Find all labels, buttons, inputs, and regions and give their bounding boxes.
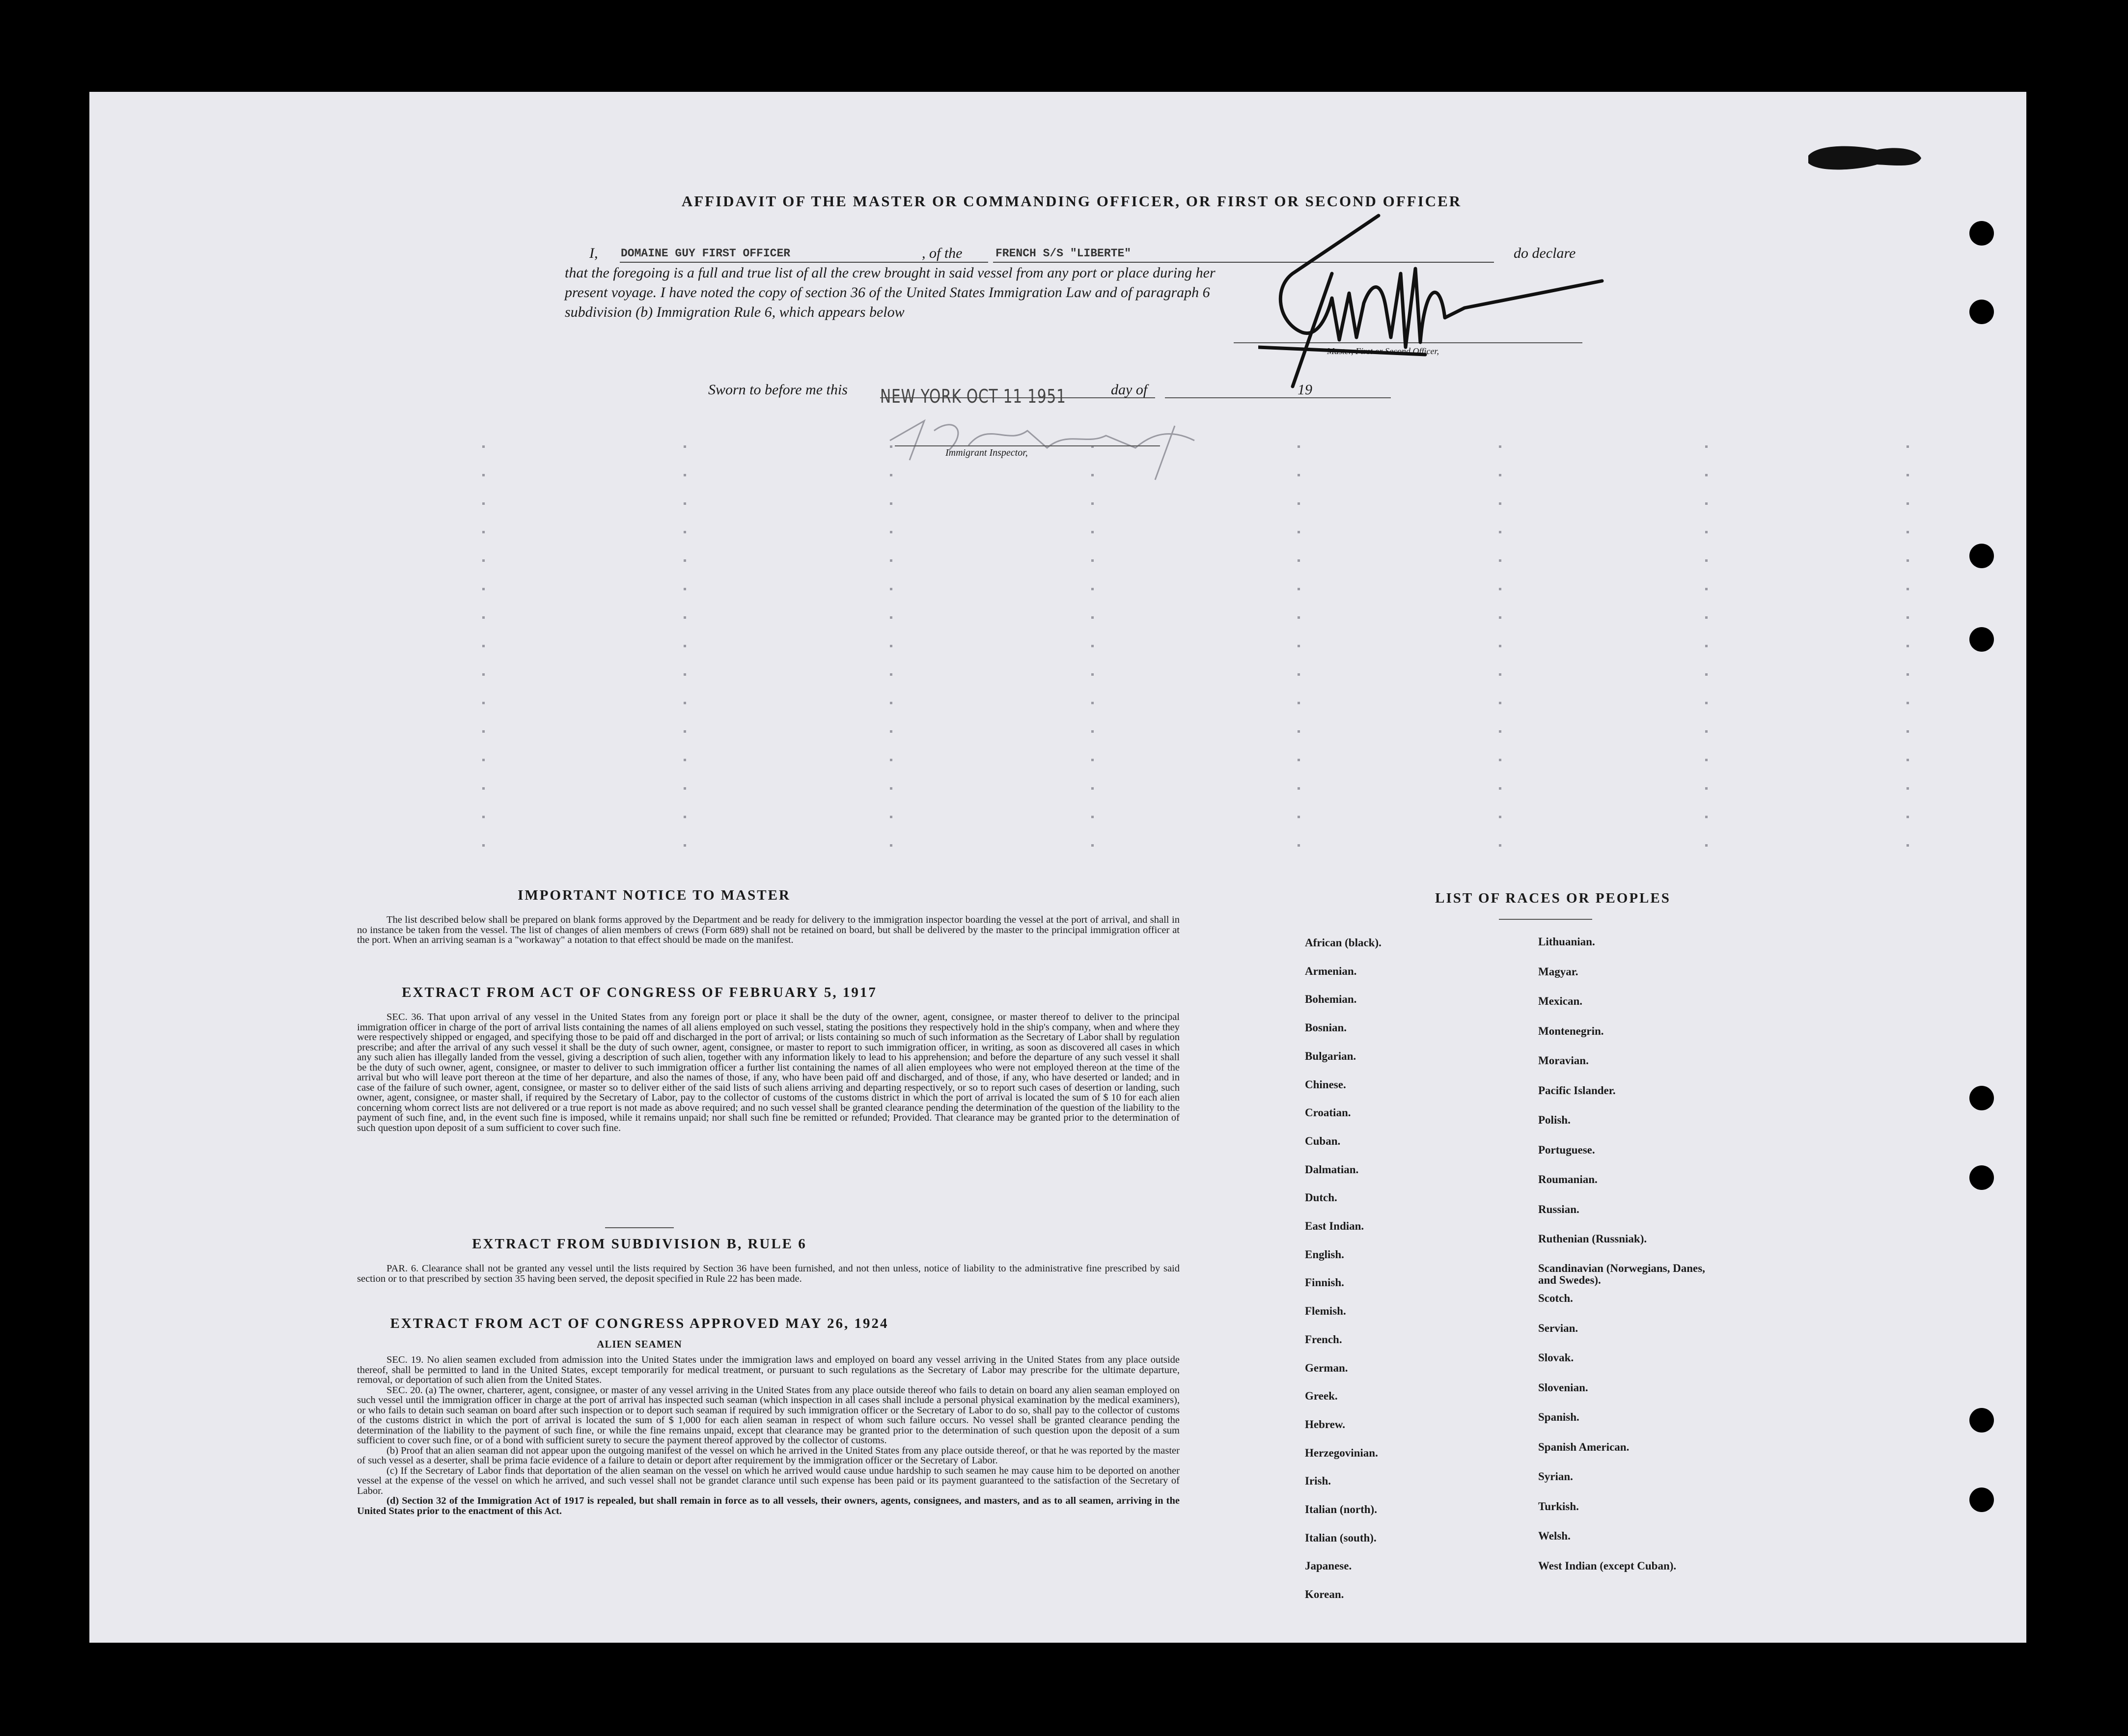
bleed-dot [684,531,686,533]
ink-blot [1798,141,1926,180]
bleed-dot [1705,588,1708,590]
race-entry: Roumanian. [1538,1173,1598,1185]
bleed-dot [1091,816,1094,818]
race-entry: Syrian. [1538,1470,1573,1483]
bleed-dot [1907,502,1909,505]
bleed-dot [1907,616,1909,619]
race-entry: Flemish. [1305,1305,1346,1318]
bleed-dot [482,502,485,505]
bleed-dot [1499,531,1501,533]
month-line [1165,397,1391,398]
bleed-dot [482,759,485,761]
sec-20b-text: (b) Proof that an alien seaman did not appear upon the outgoing manifest of the vessel on which he arrived in the United States from any place outside thereof, or that he was reported by the master of such vessel as a deserter, shall be prima facie evidence of a failure to detain or deport after requirement by the immigration officer or the Secretary of Labor. [357,1445,1180,1466]
bleed-dot [1907,445,1909,448]
bleed-dot [1298,702,1300,704]
bleed-dot [1091,588,1094,590]
document-page [89,92,2026,1643]
bleed-dot [1907,844,1909,847]
bleed-dot [1705,559,1708,562]
bleed-dot [1907,730,1909,733]
bleed-dot [1907,474,1909,476]
bleed-dot [684,816,686,818]
bleed-dot [482,645,485,647]
race-entry: Bohemian. [1305,993,1357,1006]
affidavit-i: I, [589,245,598,261]
race-entry: German. [1305,1361,1348,1374]
race-entry: Dutch. [1305,1191,1337,1204]
bleed-dot [482,844,485,847]
race-entry: West Indian (except Cuban). [1538,1559,1677,1572]
race-entry: Pacific Islander. [1538,1084,1616,1097]
race-entry: Korean. [1305,1588,1344,1601]
race-entry: Irish. [1305,1475,1331,1488]
race-entry: French. [1305,1333,1342,1346]
bleed-dot [890,844,892,847]
bleed-dot [1091,531,1094,533]
punch-hole [1969,627,1994,652]
race-entry: Chinese. [1305,1078,1346,1091]
bleed-dot [1499,787,1501,790]
bleed-dot [482,559,485,562]
race-entry: Scotch. [1538,1292,1573,1304]
bleed-dot [1705,502,1708,505]
punch-hole [1969,544,1994,568]
race-entry: Italian (north). [1305,1503,1377,1516]
bleed-dot [1705,445,1708,448]
bleed-dot [1499,645,1501,647]
signature-caption: Master, First or Second Officer, [1327,346,1439,356]
affidavit-line-4: subdivision (b) Immigration Rule 6, which appears below [565,304,905,320]
race-entry: Russian. [1538,1203,1579,1215]
race-entry: English. [1305,1248,1344,1261]
sec-20c-text: (c) If the Secretary of Labor finds that deportation of the alien seaman on the vessel on which he arrived would cause undue hardship to such seamen he may cause him to be deported on another vessel at the expense of the vessel on which he arrived, and such vessel shall not be grandet clarance until such expense has been paid or its payment guaranteed to the satisfaction of the Secretary of Labor. [357,1465,1180,1496]
bleed-dot [1091,759,1094,761]
bleed-dot [1298,559,1300,562]
races-underline [1499,919,1592,920]
bleed-dot [1907,531,1909,533]
race-entry: Lithuanian. [1538,936,1595,948]
separator [605,1227,674,1228]
bleed-dot [684,445,686,448]
race-entry: Bulgarian. [1305,1049,1356,1062]
bleed-dot [1907,559,1909,562]
bleed-dot [1499,445,1501,448]
race-entry: Spanish American. [1538,1440,1630,1453]
extract-1924-title: EXTRACT FROM ACT OF CONGRESS APPROVED MAY 26, 1924 [390,1316,889,1331]
bleed-dot [1298,787,1300,790]
bleed-dot [1298,816,1300,818]
bleed-dot [890,531,892,533]
bleed-dot [890,559,892,562]
bleed-dot [482,474,485,476]
bleed-dot [684,730,686,733]
bleed-dot [482,531,485,533]
bleed-dot [684,616,686,619]
bleed-dot [1091,673,1094,676]
race-entry: Dalmatian. [1305,1163,1359,1176]
race-entry: Welsh. [1538,1530,1571,1542]
bleed-dot [1907,787,1909,790]
bleed-dot [1705,844,1708,847]
bleed-dot [1499,673,1501,676]
bleed-dot [1907,759,1909,761]
race-entry: East Indian. [1305,1220,1364,1232]
bleed-dot [1705,645,1708,647]
bleed-dot [890,702,892,704]
bleed-dot [1298,588,1300,590]
bleed-dot [1705,616,1708,619]
bleed-dot [482,588,485,590]
bleed-dot [1298,844,1300,847]
punch-hole [1969,300,1994,324]
bleed-dot [1705,531,1708,533]
bleed-dot [482,616,485,619]
race-entry: African (black). [1305,937,1382,949]
bleed-dot [684,787,686,790]
race-entry: Polish. [1538,1114,1571,1126]
notice-title: IMPORTANT NOTICE TO MASTER [518,887,791,903]
rule6-title: EXTRACT FROM SUBDIVISION B, RULE 6 [472,1236,807,1252]
race-entry: Japanese. [1305,1560,1352,1572]
bleed-dot [482,816,485,818]
bleed-dot [1705,673,1708,676]
bleed-dot [482,702,485,704]
affidavit-line-3: present voyage. I have noted the copy of section 36 of the United States Immigration Law and of paragraph 6 [565,284,1210,301]
race-entry: Slovenian. [1538,1381,1588,1394]
bleed-dot [1091,702,1094,704]
race-entry: Scandinavian (Norwegians, Danes, and Swedes). [1538,1262,1705,1286]
bleed-dot [1705,787,1708,790]
bleed-dot [890,759,892,761]
race-entry: Magyar. [1538,965,1578,978]
race-entry: Finnish. [1305,1276,1344,1289]
affidavit-line-2: that the foregoing is a full and true list of all the crew brought in said vessel from any port or place during her [565,265,1216,281]
race-entry: Servian. [1538,1322,1578,1334]
notice-text: The list described below shall be prepared on blank forms approved by the Department and be ready for delivery to the immigration inspector boarding the vessel at the port of arrival, and shall in no instance be taken from the vessel. The list of changes of alien members of crews (Form 689) shall not be retained on board, but shall be delivered by the master to the principal immigration officer at the port. When an arriving seaman is a "workaway" a notation to that effect should be made on the manifest. [357,914,1180,945]
race-entry: Hebrew. [1305,1418,1345,1431]
bleed-dot [1705,759,1708,761]
race-entry: Bosnian. [1305,1021,1347,1034]
bleed-dot [890,588,892,590]
punch-hole [1969,1408,1994,1433]
race-entry: Portuguese. [1538,1143,1595,1156]
bleed-dot [1499,474,1501,476]
bleed-dot [684,588,686,590]
race-entry: Armenian. [1305,964,1357,977]
bleed-dot [1298,730,1300,733]
of-the-text: , of the [922,245,963,261]
bleed-dot [684,759,686,761]
bleed-dot [684,702,686,704]
bleed-dot [1499,759,1501,761]
bleed-dot [684,559,686,562]
inspector-caption: Immigrant Inspector, [945,447,1028,458]
race-entry: Turkish. [1538,1500,1579,1513]
race-entry: Slovak. [1538,1351,1574,1364]
bleed-dot [684,645,686,647]
bleed-dot [684,474,686,476]
bleed-dot [1298,673,1300,676]
bleed-dot [482,673,485,676]
bleed-dot [1499,702,1501,704]
bleed-dot [1705,474,1708,476]
races-title: LIST OF RACES OR PEOPLES [1435,890,1671,906]
race-entry: Ruthenian (Russniak). [1538,1233,1647,1245]
race-entry: Greek. [1305,1390,1338,1403]
bleed-dot [1499,616,1501,619]
punch-hole [1969,1488,1994,1512]
bleed-dot [1091,787,1094,790]
punch-hole [1969,1165,1994,1190]
bleed-dot [1091,559,1094,562]
bleed-dot [1298,502,1300,505]
bleed-dot [684,844,686,847]
bleed-dot [684,502,686,505]
bleed-dot [1907,588,1909,590]
officer-signature [1258,210,1631,391]
bleed-dot [890,730,892,733]
bleed-dot [1499,816,1501,818]
race-entry: Mexican. [1538,995,1583,1007]
inspector-line [895,445,1160,446]
race-entry: Cuban. [1305,1134,1341,1147]
bleed-dot [1907,816,1909,818]
race-entry: Spanish. [1538,1411,1579,1423]
bleed-dot [890,645,892,647]
bleed-dot [1091,616,1094,619]
bleed-dot [890,502,892,505]
bleed-dot [1705,702,1708,704]
bleed-dot [482,730,485,733]
race-entry: Croatian. [1305,1106,1351,1119]
sworn-text: Sworn to before me this [708,382,848,398]
bleed-dot [1499,588,1501,590]
bleed-dot [890,787,892,790]
name-underline [620,262,988,263]
bleed-dot [1298,531,1300,533]
bleed-dot [890,616,892,619]
bleed-dot [1499,559,1501,562]
bleed-dot [482,787,485,790]
bleed-dot [1091,645,1094,647]
bleed-dot [1907,645,1909,647]
bleed-dot [1705,730,1708,733]
bleed-dot [1499,730,1501,733]
do-declare-text: do declare [1514,245,1576,261]
bleed-dot [1907,702,1909,704]
year-line [1315,397,1349,398]
sec-20d-text: (d) Section 32 of the Immigration Act of 1917 is repealed, but shall remain in force as to all vessels, their owners, agents, consignees, and masters, and as to all seamen, arriving in the United States prior to the enactment of this Act. [357,1495,1180,1516]
bleed-dot [1298,474,1300,476]
bleed-dot [482,445,485,448]
extract-1917-text: SEC. 36. That upon arrival of any vessel in the United States from any foreign port or place it shall be the duty of the owner, agent, consignee, or master thereof to deliver to the principal immigration officer in charge of the port of arrival lists containing the names of all aliens employed on such vessel, stating the positions they respectively hold in the ship's company, when and where they were respectively shipped or engaged, and specifying those to be paid off and discharged in the port of arrival; or lists containing so much of such information as the Secretary of Labor shall by regulation prescribe; and after the arrival of any such vessel it shall be the duty of such owner, agent, consignee, or master to report to such immigration officer, in writing, as soon as discovered all cases in which any such alien has illegally landed from the vessel, giving a description of such alien, together with any information likely to lead to his apprehension; and before the departure of any such vessel it shall be the duty of such owner, agent, consignee, or master to deliver to such immigration officer a further list containing the names of all alien employees who were not employed thereon at the time of the arrival but who will leave port thereon at the time of her departure, and also the names of those, if any, who have been paid off and discharged, and of those, if any, who have deserted or landed; and in case of the failure of such owner, agent, consignee, or master so to deliver either of the said lists of such aliens arriving and departing respectively, or so to report such cases of desertion or landing, such owner, agent, consignee, or master shall, if required by the Secretary of Labor, pay to the collector of customs of the customs district in which the port of arrival is located the sum of $ 10 for each alien concerning whom correct lists are not delivered or a true report is not made as above required; and no such vessel shall be granted clearance pending the determination of the question of the liability to the payment of such fine, and, in the event such fine is imposed, while it remains unpaid; nor shall such fine be remitted or refunded; Provided. That clearance may be granted prior to the determination of such question upon deposit of a sum sufficient to cover such fine. [357,1012,1180,1133]
race-entry: Italian (south). [1305,1531,1377,1544]
bleed-dot [684,673,686,676]
day-of-text: day of [1111,382,1148,398]
punch-hole [1969,1086,1994,1110]
race-entry: Herzegovinian. [1305,1446,1378,1459]
bleed-dot [1499,844,1501,847]
bleed-dot [1091,730,1094,733]
year-prefix: 19 [1298,382,1312,398]
sec-20a-text: SEC. 20. (a) The owner, charterer, agent, consignee, or master of any vessel arriving in the United States from any place outside thereof who fails to detain on board any alien seaman employed on such vessel until the immigration officer in charge at the port of arrival has inspected such seaman (which inspection in all cases shall include a personal physical examination by the medical examiners), or who fails to detain such seaman on board after such inspection or to deport such seaman if required by such immigration officer or the Secretary of Labor to do so, shall pay to the collector of customs of the customs district in which the port of arrival is located the sum of $ 1,000 for each alien seaman in respect of whom such failure occurs. No vessel shall be granted clearance pending the determination of the liability to the payment of such fine, or while the fine remains unpaid, except that clearance may be granted prior to the determination of such question upon the deposit of a sum sufficient to cover such fine, or of a bond with sufficient surety to secure the payment thereof approved by the collector of customs. [357,1384,1180,1446]
date-stamp: NEW YORK OCT 11 1951 [880,386,1066,407]
bleed-dot [1705,816,1708,818]
bleed-dot [1298,445,1300,448]
bleed-dot [1499,502,1501,505]
bleed-dot [1298,645,1300,647]
bleed-dot [1907,673,1909,676]
bleed-dot [1298,616,1300,619]
sec-19-text: SEC. 19. No alien seamen excluded from admission into the United States under the immigration laws and employed on board any vessel arriving in the United States from any place outside thereof, shall be permitted to land in the United States, except temporarily for medical treatment, or pursuant to such regulations as the Secretary of Labor may prescribe for the ultimate departure, removal, or deportation of such alien from the United States. [357,1354,1180,1385]
rule6-text: PAR. 6. Clearance shall not be granted any vessel until the lists required by Section 36 have been furnished, and not then unless, notice of liability to the administrative fine prescribed by said section or to that prescribed by section 35 having been served, the deposit specified in Rule 22 has been made. [357,1263,1180,1284]
punch-hole [1969,221,1994,246]
bleed-dot [1091,844,1094,847]
bleed-dot [890,673,892,676]
bleed-dot [1091,502,1094,505]
bleed-dot [890,816,892,818]
race-entry: Moravian. [1538,1054,1589,1067]
extract-1924-subtitle: ALIEN SEAMEN [597,1338,682,1350]
bleed-dot [1298,759,1300,761]
vessel-name: FRENCH S/S "LIBERTE" [995,247,1132,260]
race-entry: Montenegrin. [1538,1024,1604,1037]
officer-name: DOMAINE GUY FIRST OFFICER [621,247,791,260]
extract-1917-title: EXTRACT FROM ACT OF CONGRESS OF FEBRUARY 5, 1917 [402,985,877,1000]
affidavit-title: AFFIDAVIT OF THE MASTER OR COMMANDING OFFICER, OR FIRST OR SECOND OFFICER [681,193,1462,210]
